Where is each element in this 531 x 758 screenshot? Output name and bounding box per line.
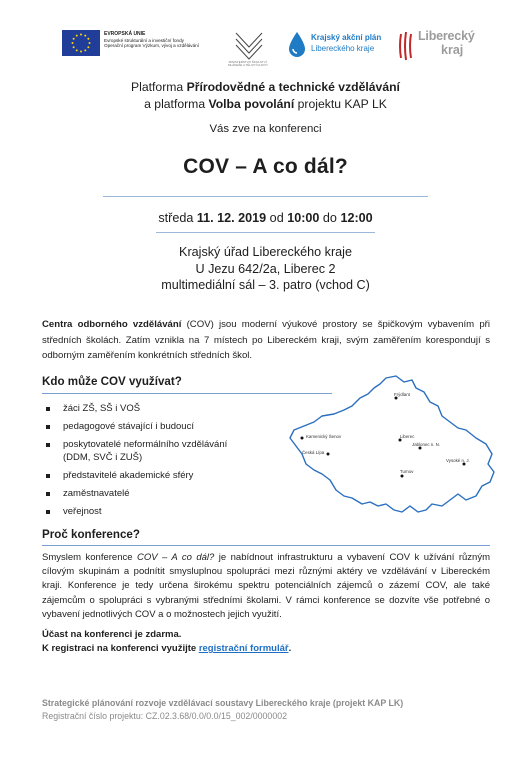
- map-point-turnov: [401, 475, 404, 478]
- lk-line-2: kraj: [441, 43, 464, 57]
- event-to-word: do: [319, 211, 341, 225]
- list-item: poskytovatelé neformálního vzdělávání (DDM, SVČ i ZUŠ): [42, 438, 252, 464]
- kap-line-1: Krajský akční plán: [311, 33, 382, 42]
- eu-star: [89, 42, 91, 44]
- map-label-turnov: Turnov: [400, 469, 414, 474]
- about-text: jsou moderní výukové prostory se špičkovým vybavením při středních školách. Zatím vznikla na 7 místech po Libereckém kraji, svým zaměřením korespondují s odborným zaměřením konkrétních středních škol.: [42, 319, 490, 362]
- event-day: středa: [158, 211, 197, 225]
- region-map: [282, 372, 502, 517]
- event-from-word: od: [266, 211, 288, 225]
- who-heading: Kdo může COV využívat?: [42, 375, 182, 388]
- eu-star: [73, 46, 75, 48]
- map-label-kamenicky-senov: Kamenický Šenov: [306, 434, 342, 439]
- why-text-em: COV – A co dál?: [136, 552, 215, 563]
- why-text-a: Smyslem konference: [42, 552, 137, 563]
- list-item: představitelé akademické sféry: [42, 469, 252, 482]
- organizer-text: [0, 79, 531, 113]
- registration-prompt: K registraci na konferenci využijte: [42, 643, 199, 655]
- org-line1-a: Platforma: [131, 80, 187, 94]
- eu-text: [104, 31, 224, 49]
- event-place: [0, 244, 531, 294]
- eu-star: [72, 42, 74, 44]
- eu-line-2: Evropské strukturální a investiční fondy: [104, 37, 184, 43]
- msmt-logo-icon: [234, 29, 264, 61]
- eu-star: [73, 38, 75, 40]
- kap-line-2: Libereckého kraje: [311, 44, 375, 53]
- divider: [156, 232, 375, 233]
- page-title: COV – A co dál?: [183, 155, 348, 178]
- org-line2-a: a platforma: [144, 97, 209, 111]
- map-label-ceska-lipa: Česká Lípa: [302, 450, 325, 455]
- map-label-liberec: Liberec: [400, 434, 415, 439]
- event-time-from: 10:00: [287, 211, 320, 225]
- lk-line-1: Liberecký: [418, 29, 475, 43]
- about-abbr: (COV): [181, 319, 214, 330]
- about-term: Centra odborného vzdělávání: [42, 319, 182, 330]
- footer-line-2: Registrační číslo projektu: CZ.02.3.68/0.0/0.0/15_002/0000002: [42, 711, 288, 721]
- eu-star: [84, 49, 86, 51]
- region-outline: [290, 376, 494, 512]
- map-label-fridlant: Frýdlant: [394, 392, 410, 397]
- org-line1-b: Přírodovědné a technické vzdělávání: [186, 80, 400, 94]
- about-paragraph: [42, 317, 490, 364]
- who-list: [42, 402, 252, 523]
- footer-line-1: Strategické plánování rozvoje vzdělávací soustavy Libereckého kraje (projekt KAP LK): [42, 698, 404, 708]
- lk-stripes-icon: [398, 28, 420, 64]
- place-line-2: U Jezu 642/2a, Liberec 2: [195, 261, 336, 276]
- eu-star: [87, 46, 89, 48]
- registration-free: Účast na konferenci je zdarma.: [42, 629, 182, 640]
- map-label-jablonec: Jablonec n. N.: [412, 442, 441, 447]
- map-point-kamenicky-senov: [301, 437, 304, 440]
- why-heading: Proč konference?: [42, 528, 140, 541]
- map-label-vysoke: Vysoké n. J.: [446, 458, 470, 463]
- why-text-b: je nabídnout infrastrukturu a vybavení COV k užívání různým cílovým skupinám a podnítit smysluplnou spolupráci mezi různými aktéry ve vzdělávání v Libereckém kraji. Konference je tedy určena širokému spektru potenciálních zájemců o zázemí COV, ale také zájemcům o spolupráci s vybranými středními školami. V rámci konference se dozvíte vše potřebné o vybavení jednotlivých COV a o možnostech jejich využití.: [42, 552, 490, 620]
- registration-end: .: [288, 643, 292, 655]
- place-line-3: multimediální sál – 3. patro (vchod C): [161, 278, 370, 292]
- eu-line-3: Operační program Výzkum, vývoj a vzdělávání: [104, 43, 199, 49]
- water-drop-icon: [287, 31, 307, 58]
- eu-star: [80, 34, 82, 36]
- header-logos: [0, 0, 531, 72]
- invite-text: Vás zve na konferenci: [209, 123, 322, 135]
- event-date: [0, 211, 531, 225]
- eu-star: [76, 49, 78, 51]
- eu-star: [76, 35, 78, 37]
- org-line2-b: Volba povolání: [208, 97, 295, 111]
- msmt-text: MINISTERSTVO ŠKOLSTVÍ, MLÁDEŽE A TĚLOVÝCHOVY: [228, 60, 268, 68]
- registration-block: [42, 628, 490, 656]
- kap-logo: [287, 31, 387, 61]
- list-item: pedagogové stávající i budoucí: [42, 420, 252, 433]
- map-point-ceska-lipa: [327, 453, 330, 456]
- list-item: veřejnost: [42, 505, 252, 518]
- eu-star: [84, 35, 86, 37]
- registration-form-link[interactable]: registrační formulář: [198, 643, 289, 655]
- divider: [103, 196, 428, 197]
- eu-flag-icon: [62, 30, 100, 56]
- eu-line-1: EVROPSKÁ UNIE: [104, 31, 146, 37]
- list-item: žáci ZŠ, SŠ i VOŠ: [42, 402, 252, 415]
- liberecky-kraj-logo: [398, 28, 488, 64]
- eu-star: [87, 38, 89, 40]
- list-item: zaměstnavatelé: [42, 487, 252, 500]
- footer: [42, 697, 502, 723]
- place-line-1: Krajský úřad Libereckého kraje: [179, 245, 352, 259]
- event-date-value: 11. 12. 2019: [196, 211, 267, 225]
- why-paragraph: [42, 551, 490, 622]
- event-time-to: 12:00: [340, 211, 373, 225]
- why-heading-underline: [42, 545, 490, 546]
- org-line2-c: projektu KAP LK: [294, 97, 387, 111]
- eu-star: [80, 51, 82, 53]
